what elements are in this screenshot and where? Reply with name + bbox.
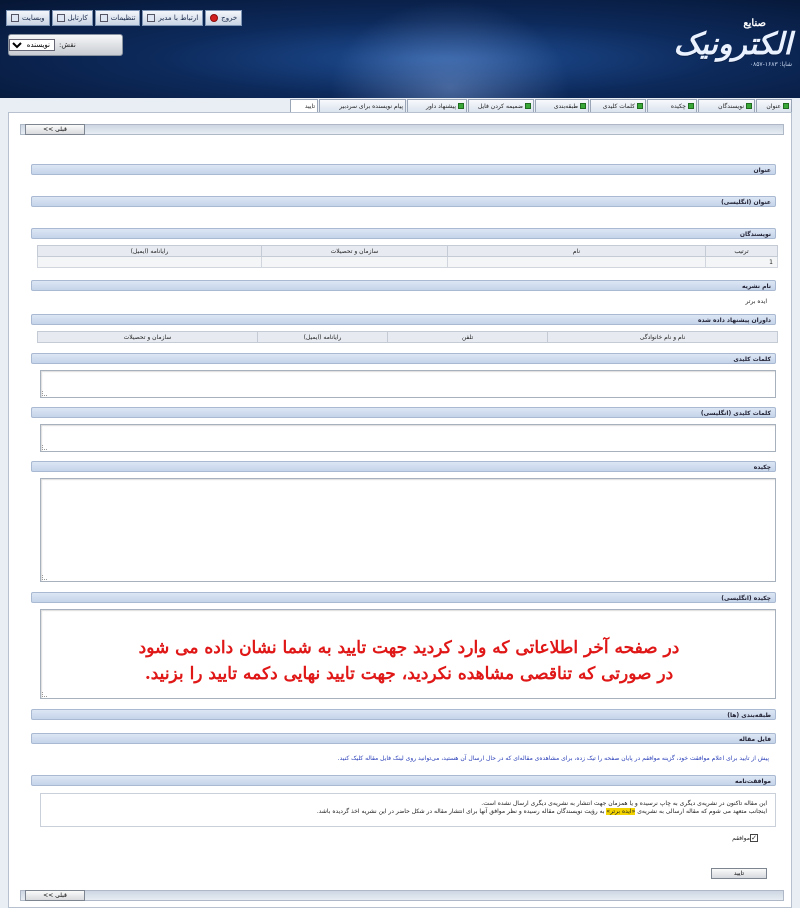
col-org: سازمان و تحصیلات bbox=[262, 246, 448, 257]
top-button-bar bbox=[20, 124, 784, 135]
tab-abstract[interactable] bbox=[647, 99, 697, 112]
col-fullname: نام و نام خانوادگی bbox=[548, 332, 778, 343]
section-reviewers: داوران پیشنهاد داده شده bbox=[31, 314, 776, 325]
prev-button-bottom[interactable]: << قبلی bbox=[25, 890, 85, 901]
article-file-note[interactable]: پیش از تایید برای اعلام موافقت خود، گزینه موافقم در پایان صفحه را تیک زده، برای مشاهده‌ی مقاله‌ای که در حال ارسال آن هستید، می‌توانید روی لینک فایل مقاله کلیک کنید. bbox=[337, 755, 769, 762]
col-phone: تلفن bbox=[388, 332, 548, 343]
tab-attach-file[interactable] bbox=[468, 99, 534, 112]
keywords-field[interactable] bbox=[40, 370, 776, 398]
agree-checkbox[interactable]: ✓ bbox=[751, 834, 757, 842]
tab-label: کلمات کلیدی bbox=[602, 102, 635, 110]
mail-icon bbox=[147, 14, 155, 22]
agreement-line-1: این مقاله تاکنون در نشریه‌ی دیگری به چاپ نرسیده و یا همزمان جهت انتشار به نشریه‌ی دیگری ارسال نشده است. bbox=[481, 800, 767, 807]
section-authors: نویسندگان bbox=[31, 228, 776, 239]
section-abstract-en: چکیده (انگلیسی) bbox=[31, 592, 776, 603]
step-tabs bbox=[0, 98, 800, 112]
tab-suggest-reviewer[interactable] bbox=[407, 99, 467, 112]
settings-icon bbox=[100, 14, 108, 22]
nav-website[interactable] bbox=[6, 10, 50, 26]
cell-name bbox=[448, 257, 706, 268]
role-select[interactable] bbox=[9, 39, 55, 51]
section-agreement: موافقت‌نامه bbox=[31, 775, 776, 786]
section-title-en: عنوان (انگلیسی) bbox=[31, 196, 776, 207]
agreement-line-2 bbox=[49, 808, 767, 816]
check-icon bbox=[458, 103, 464, 109]
nav-cartable[interactable] bbox=[52, 10, 93, 26]
form-panel bbox=[8, 112, 792, 908]
tab-authors[interactable] bbox=[698, 99, 755, 112]
table-row bbox=[38, 257, 778, 268]
home-icon bbox=[11, 14, 19, 22]
role-label: نقش: bbox=[59, 41, 76, 49]
top-nav bbox=[6, 10, 242, 26]
prev-button-top[interactable]: << قبلی bbox=[25, 124, 85, 135]
section-keywords-en: کلمات کلیدی (انگلیسی) bbox=[31, 407, 776, 418]
col-name: نام bbox=[448, 246, 706, 257]
cell-org bbox=[262, 257, 448, 268]
nav-contact-admin[interactable] bbox=[142, 10, 203, 26]
logo-top-text: صنایع bbox=[743, 18, 766, 29]
logo-main-text: الکترونیک bbox=[673, 27, 792, 62]
tab-title[interactable] bbox=[756, 99, 792, 112]
agreement-journal-highlight: «ایده برتر» bbox=[606, 808, 636, 815]
table-header-row bbox=[38, 332, 778, 343]
section-abstract: چکیده bbox=[31, 461, 776, 472]
tab-message-editor[interactable] bbox=[319, 99, 406, 112]
agree-label: موافقم bbox=[732, 835, 750, 842]
tab-label: طبقه‌بندی bbox=[553, 102, 578, 110]
check-icon bbox=[580, 103, 586, 109]
nav-label: کارتابل bbox=[67, 14, 88, 22]
resize-grip[interactable] bbox=[42, 575, 47, 580]
nav-label: خروج bbox=[221, 14, 238, 22]
journal-logo bbox=[672, 18, 792, 82]
instruction-overlay bbox=[99, 635, 719, 687]
inbox-icon bbox=[57, 14, 65, 22]
nav-logout[interactable] bbox=[205, 10, 242, 26]
resize-grip[interactable] bbox=[42, 391, 47, 396]
tab-confirm[interactable] bbox=[290, 99, 318, 113]
check-icon bbox=[746, 103, 752, 109]
header-banner bbox=[0, 0, 800, 98]
check-icon bbox=[783, 103, 789, 109]
logo-issn: شاپا: ۱۶۸۳-۰۸۵۷ bbox=[749, 61, 792, 68]
resize-grip[interactable] bbox=[42, 445, 47, 450]
instruction-line-2: در صورتی که تناقصی مشاهده نکردید، جهت تایید نهایی دکمه تایید را بزنید. bbox=[144, 664, 674, 684]
section-journal-name: نام نشریه bbox=[31, 280, 776, 291]
cell-order: 1 bbox=[706, 257, 778, 268]
tab-label: چکیده bbox=[670, 102, 686, 110]
nav-settings[interactable] bbox=[95, 10, 141, 26]
section-title: عنوان bbox=[31, 164, 776, 175]
tab-keywords[interactable] bbox=[590, 99, 646, 112]
nav-label: وبسایت bbox=[22, 14, 45, 22]
agreement-box bbox=[40, 793, 776, 827]
journal-name-value: ایده برتر bbox=[745, 298, 767, 305]
col-org: سازمان و تحصیلات bbox=[38, 332, 258, 343]
banner-glow bbox=[330, 0, 570, 98]
col-email: رایانامه (ایمیل) bbox=[258, 332, 388, 343]
agreement-text-post: به رؤیت نویسندگان مقاله رسیده و نظر موافق آنها برای انتشار مقاله در شکل حاضر در این نشریه اخذ گردیده باشد. bbox=[316, 808, 605, 815]
abstract-field[interactable] bbox=[40, 478, 776, 582]
tab-label: تایید bbox=[304, 103, 315, 110]
tab-label: پیشنهاد داور bbox=[426, 102, 456, 110]
tab-classification[interactable] bbox=[535, 99, 589, 112]
check-icon bbox=[688, 103, 694, 109]
authors-table bbox=[37, 245, 778, 268]
instruction-line-1: در صفحه آخر اطلاعاتی که وارد کردید جهت تایید به شما نشان داده می شود bbox=[138, 638, 680, 658]
tab-label: نویسندگان bbox=[718, 102, 744, 110]
col-order: ترتیب bbox=[706, 246, 778, 257]
check-icon bbox=[637, 103, 643, 109]
section-classification: طبقه‌بندی (ها) bbox=[31, 709, 776, 720]
tab-label: پیام نویسنده برای سردبیر bbox=[339, 102, 403, 110]
keywords-en-field[interactable] bbox=[40, 424, 776, 452]
reviewers-table bbox=[37, 331, 778, 343]
role-selector bbox=[8, 34, 123, 56]
nav-label: ارتباط با مدیر bbox=[158, 14, 199, 22]
check-icon bbox=[525, 103, 531, 109]
bottom-button-bar bbox=[20, 890, 784, 901]
table-header-row bbox=[38, 246, 778, 257]
confirm-button[interactable]: تایید bbox=[711, 868, 767, 879]
section-article-file: فایل مقاله bbox=[31, 733, 776, 744]
resize-grip[interactable] bbox=[42, 692, 47, 697]
nav-label: تنظیمات bbox=[110, 14, 136, 22]
col-email: رایانامه (ایمیل) bbox=[38, 246, 262, 257]
logout-icon bbox=[210, 14, 218, 22]
agreement-text-pre: اینجانب متعهد می شوم که مقاله ارسالی به نشریه‌ی bbox=[637, 808, 767, 815]
cell-email bbox=[38, 257, 262, 268]
section-keywords: کلمات کلیدی bbox=[31, 353, 776, 364]
tab-label: ضمیمه کردن فایل bbox=[477, 102, 523, 110]
tab-label: عنوان bbox=[766, 102, 781, 110]
